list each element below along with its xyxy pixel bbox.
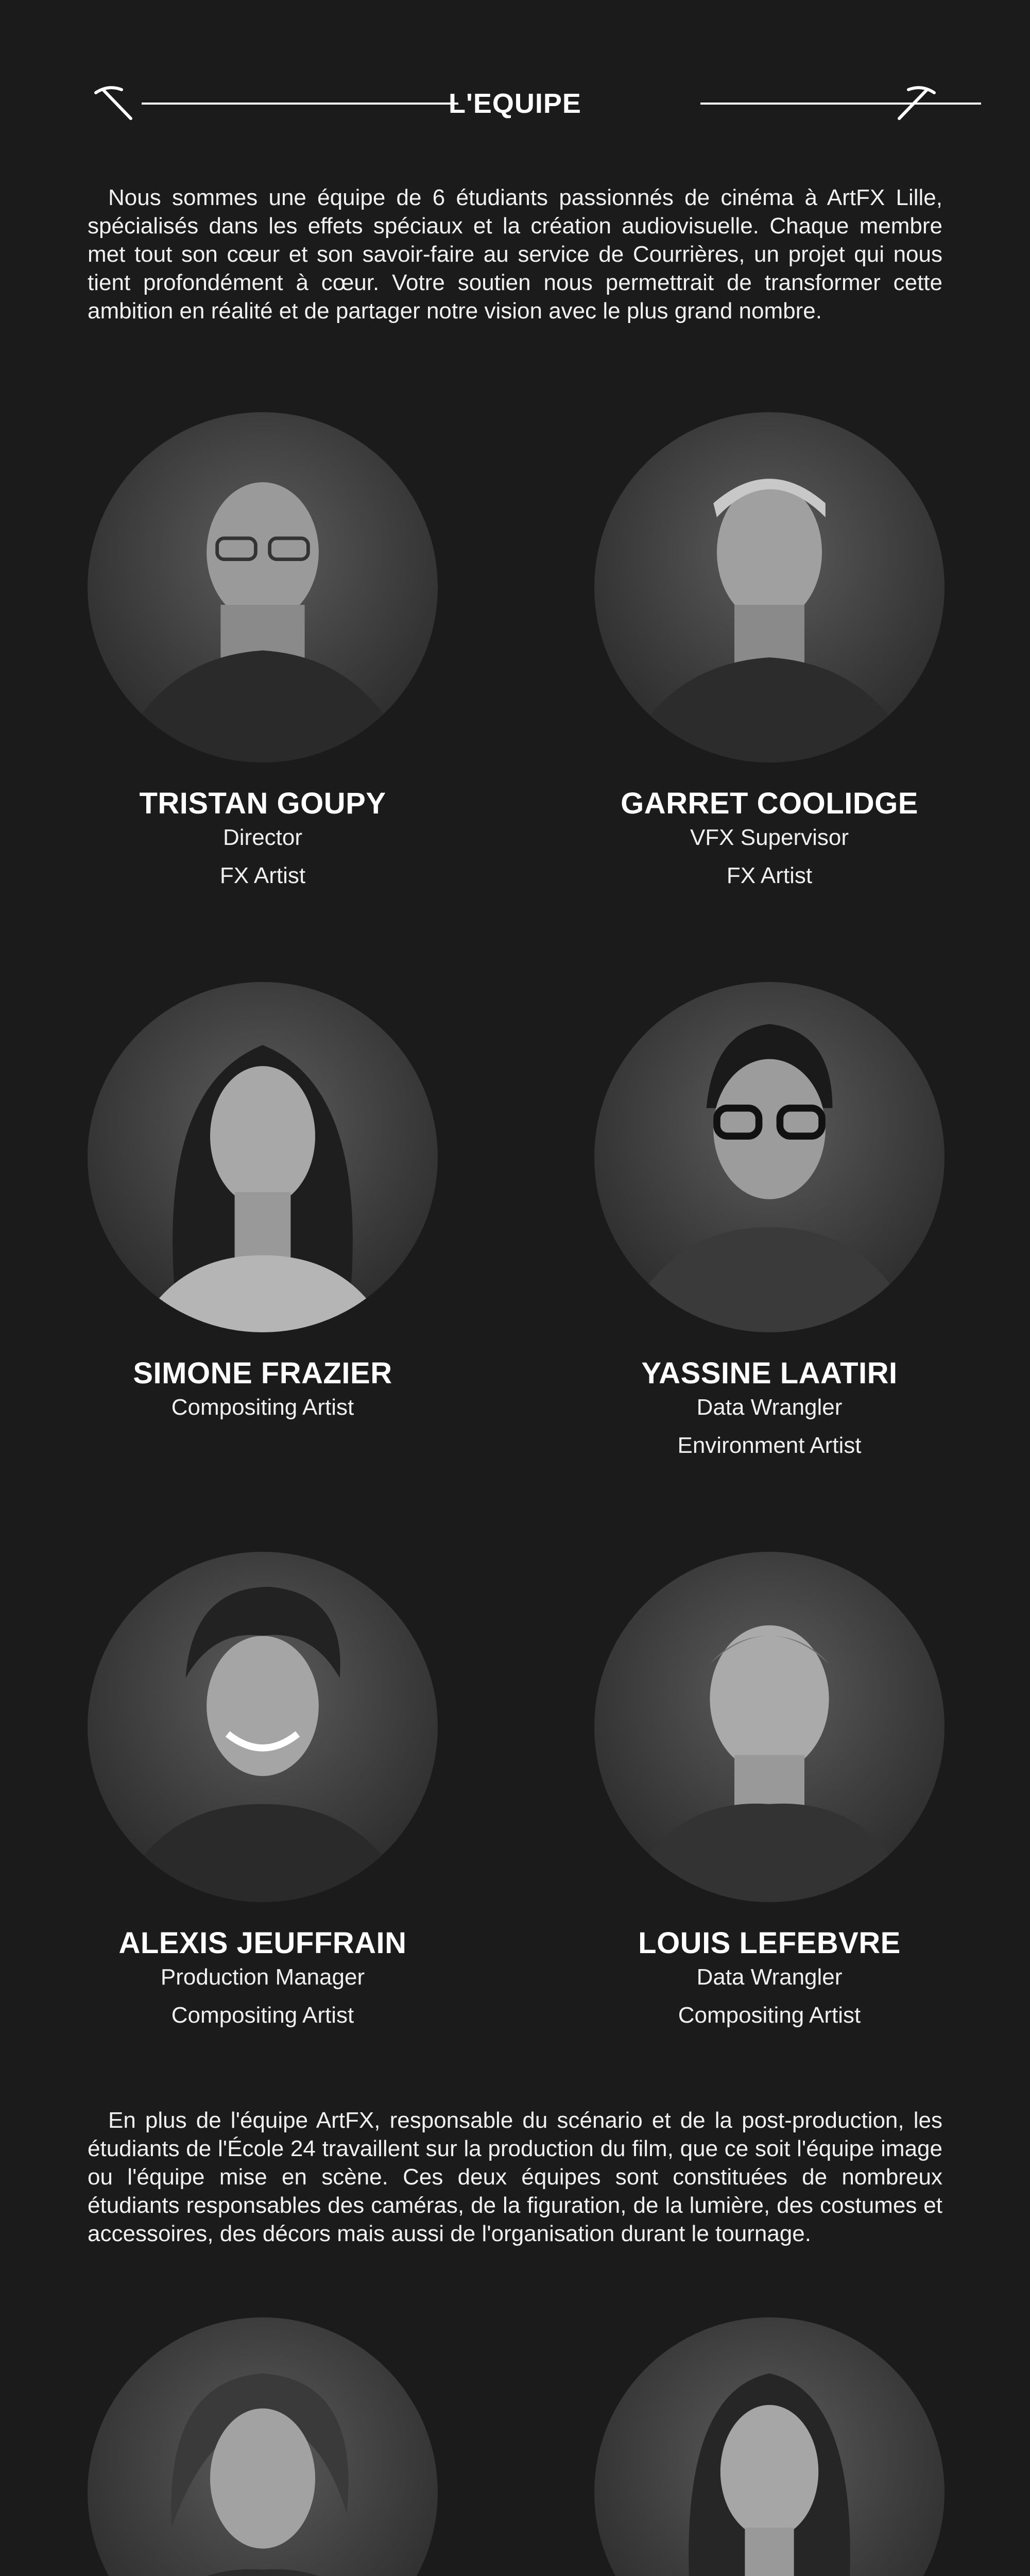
member-role: Compositing Artist: [678, 2003, 861, 2028]
pickaxe-icon: [896, 82, 937, 124]
member-name: GARRET COOLIDGE: [621, 787, 918, 820]
team-member-card: [548, 412, 960, 927]
member-portrait: [594, 1552, 945, 1902]
member-portrait: [88, 982, 438, 1332]
member-role: Director: [222, 825, 303, 850]
team-member-card: [41, 412, 453, 927]
member-name: ALEXIS JEUFFRAIN: [118, 1926, 407, 1960]
member-role: Data Wrangler: [696, 1395, 843, 1420]
portrait-silhouette: [594, 2317, 945, 2576]
member-role: Production Manager: [160, 1964, 365, 1990]
portrait-silhouette: [594, 412, 945, 762]
header-rule-right: [700, 103, 981, 105]
portrait-silhouette: [88, 412, 438, 762]
member-name: LOUIS LEFEBVRE: [638, 1926, 901, 1960]
member-role: Compositing Artist: [171, 2003, 354, 2028]
portrait-silhouette: [88, 1552, 438, 1902]
ecole24-paragraph: En plus de l'équipe ArtFX, responsable du scénario et de la post-production, les étudiants de l'École 24 travaillent sur la production du film, que ce soit l'équipe image ou l'équipe mise en scène. Ces deux équipes sont constituées de nombreux étudiants responsables des caméras, de la figuration, de la lumière, des costumes et accessoires, des décors mais aussi de l'organisation durant le tournage.: [88, 2108, 942, 2246]
team-member-card: [41, 1552, 453, 2067]
member-role: Compositing Artist: [171, 1395, 354, 1420]
member-name: TRISTAN GOUPY: [139, 787, 386, 820]
member-role: FX Artist: [726, 863, 813, 888]
team-member-card: [548, 2317, 960, 2576]
team-member-card: [548, 1552, 960, 2067]
team-member-card: [548, 982, 960, 1497]
member-portrait: [88, 1552, 438, 1902]
member-portrait: [88, 412, 438, 762]
team-section-title: L'EQUIPE: [449, 88, 581, 119]
member-portrait: [594, 412, 945, 762]
portrait-silhouette: [594, 982, 945, 1332]
member-role: Data Wrangler: [696, 1964, 843, 1990]
member-role: VFX Supervisor: [690, 825, 849, 850]
member-name: YASSINE LAATIRI: [641, 1357, 898, 1390]
portrait-silhouette: [594, 1552, 945, 1902]
member-portrait: [594, 982, 945, 1332]
portrait-silhouette: [88, 982, 438, 1332]
member-role: FX Artist: [219, 863, 306, 888]
team-member-card: [41, 2317, 453, 2576]
team-intro-paragraph: Nous sommes une équipe de 6 étudiants passionnés de cinéma à ArtFX Lille, spécialisés dans les effets spéciaux et la création audiovisuelle. Chaque membre met tout son cœur et son savoir-faire au service de Courrières, un projet qui nous tient profondément à cœur. Votre soutien nous permettrait de transformer cette ambition en réalité et de partager notre vision avec le plus grand nombre.: [88, 185, 942, 324]
member-portrait: [88, 2317, 438, 2576]
member-role: Environment Artist: [677, 1433, 862, 1458]
team-section-header: [93, 82, 937, 124]
member-portrait: [594, 2317, 945, 2576]
portrait-silhouette: [88, 2317, 438, 2576]
member-name: SIMONE FRAZIER: [133, 1357, 392, 1390]
team-member-card: [41, 982, 453, 1497]
